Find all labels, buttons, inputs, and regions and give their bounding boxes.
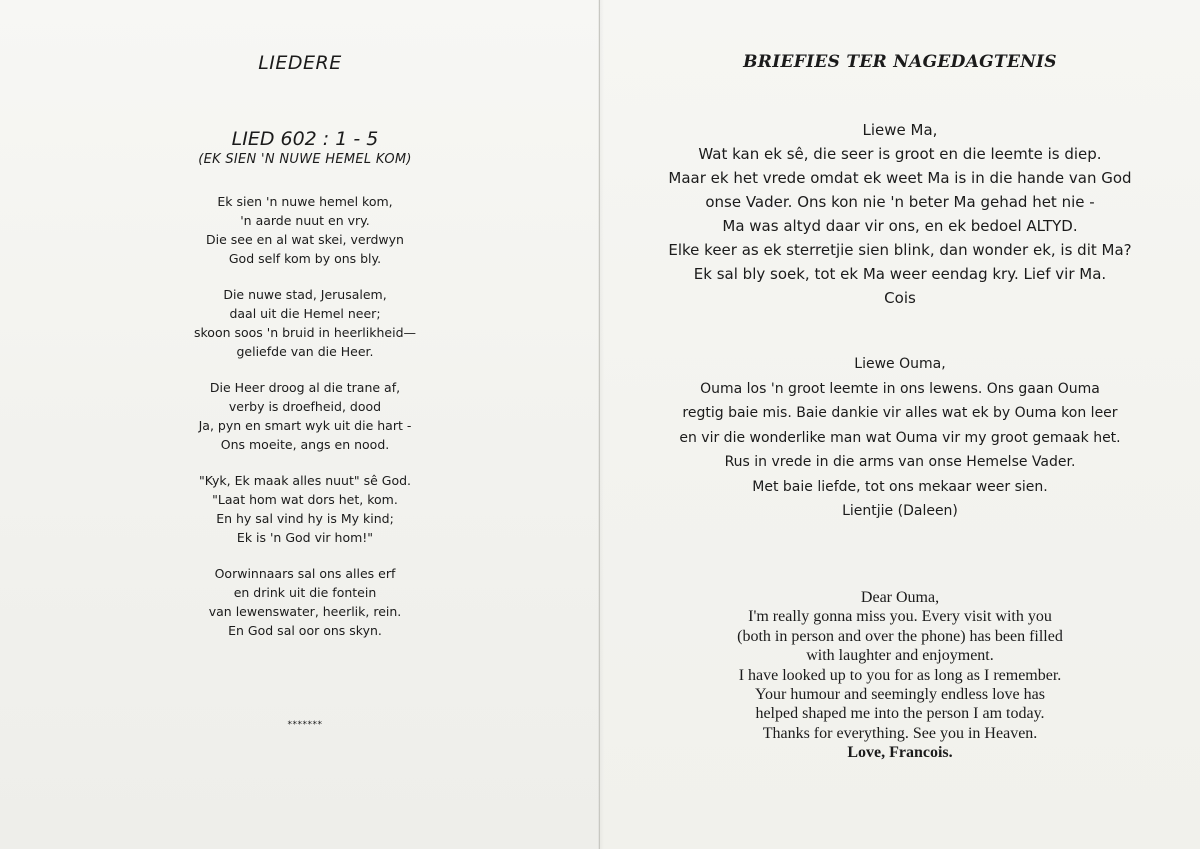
- letter-liewe-ma: [600, 118, 1200, 310]
- letter-line: Liewe Ma,: [862, 121, 938, 139]
- letter-line: Wat kan ek sê, die seer is groot en die leemte is diep.: [698, 145, 1102, 163]
- verse-line: geliefde van die Heer.: [236, 344, 374, 359]
- letter-liewe-ouma: [600, 352, 1200, 524]
- verse-line: Die nuwe stad, Jerusalem,: [223, 287, 387, 302]
- verse-line: 'n aarde nuut en vry.: [240, 213, 370, 228]
- letter-dear-ouma: [600, 588, 1200, 763]
- letter-line: Ouma los 'n groot leemte in ons lewens. Ons gaan Ouma: [700, 380, 1100, 397]
- letter-line: Ma was altyd daar vir ons, en ek bedoel ALTYD.: [722, 217, 1078, 235]
- hymn-verses: [160, 192, 450, 657]
- verse-line: en drink uit die fontein: [233, 585, 377, 600]
- verse-line: skoon soos 'n bruid in heerlikheid—: [193, 325, 416, 340]
- letter-line: Elke keer as ek sterretjie sien blink, dan wonder ek, is dit Ma?: [668, 241, 1132, 259]
- letter-line: helped shaped me into the person I am today.: [755, 705, 1045, 723]
- verse-line: "Laat hom wat dors het, kom.: [212, 492, 398, 507]
- letter-line: en vir die wonderlike man wat Ouma vir my groot gemaak het.: [679, 429, 1121, 446]
- verse-line: Ja, pyn en smart wyk uit die hart -: [198, 418, 412, 433]
- verse-line: daal uit die Hemel neer;: [229, 306, 381, 321]
- page-heading-briefies: BRIEFIES TER NAGEDAGTENIS: [743, 52, 1057, 72]
- verse-line: Ek is 'n God vir hom!": [236, 530, 374, 545]
- letter-line: onse Vader. Ons kon nie 'n beter Ma gehad het nie -: [705, 193, 1095, 211]
- hymn-subtitle: (EK SIEN 'N NUWE HEMEL KOM): [198, 152, 412, 167]
- letter-signature: Lientjie (Daleen): [842, 503, 958, 519]
- verse-line: En God sal oor ons skyn.: [228, 623, 382, 638]
- letter-signature: Love, Francois.: [847, 744, 953, 762]
- verse-line: van lewenswater, heerlik, rein.: [208, 604, 402, 619]
- letter-line: Met baie liefde, tot ons mekaar weer sien.: [752, 478, 1048, 495]
- letter-line: (both in person and over the phone) has been filled: [737, 627, 1063, 645]
- page-heading-liedere: LIEDERE: [258, 52, 342, 74]
- verse-line: En hy sal vind hy is My kind;: [216, 511, 394, 526]
- verse: [160, 285, 450, 361]
- letter-line: I'm really gonna miss you. Every visit with you: [748, 608, 1052, 626]
- letter-line: I have looked up to you for as long as I remember.: [738, 666, 1062, 684]
- verse-line: Ons moeite, angs en nood.: [220, 437, 390, 452]
- verse-line: "Kyk, Ek maak alles nuut" sê God.: [198, 473, 412, 488]
- end-marker: *******: [287, 720, 323, 730]
- letter-signature: Cois: [884, 289, 916, 307]
- letter-line: Ek sal bly soek, tot ek Ma weer eendag kry. Lief vir Ma.: [693, 265, 1107, 283]
- letter-line: Thanks for everything. See you in Heaven.: [762, 724, 1038, 742]
- verse: [160, 378, 450, 454]
- letter-line: Rus in vrede in die arms van onse Hemelse Vader.: [724, 454, 1076, 470]
- verse: [160, 564, 450, 640]
- verse-line: God self kom by ons bly.: [228, 251, 382, 266]
- letter-line: Dear Ouma,: [860, 589, 940, 606]
- letter-line: regtig baie mis. Baie dankie vir alles wat ek by Ouma kon leer: [682, 405, 1118, 421]
- letter-line: with laughter and enjoyment.: [806, 647, 994, 665]
- verse-line: Ek sien 'n nuwe hemel kom,: [217, 194, 393, 209]
- verse-line: Oorwinnaars sal ons alles erf: [214, 566, 396, 581]
- verse: [160, 192, 450, 268]
- hymn-number: LIED 602 : 1 - 5: [231, 128, 379, 150]
- verse-line: verby is droefheid, dood: [228, 399, 382, 414]
- letter-line: Liewe Ouma,: [854, 356, 946, 372]
- verse-line: Die see en al wat skei, verdwyn: [206, 232, 404, 247]
- letter-line: Your humour and seemingly endless love has: [755, 686, 1045, 704]
- verse: [160, 471, 450, 547]
- verse-line: Die Heer droog al die trane af,: [209, 380, 401, 395]
- letter-line: Maar ek het vrede omdat ek weet Ma is in die hande van God: [668, 169, 1132, 187]
